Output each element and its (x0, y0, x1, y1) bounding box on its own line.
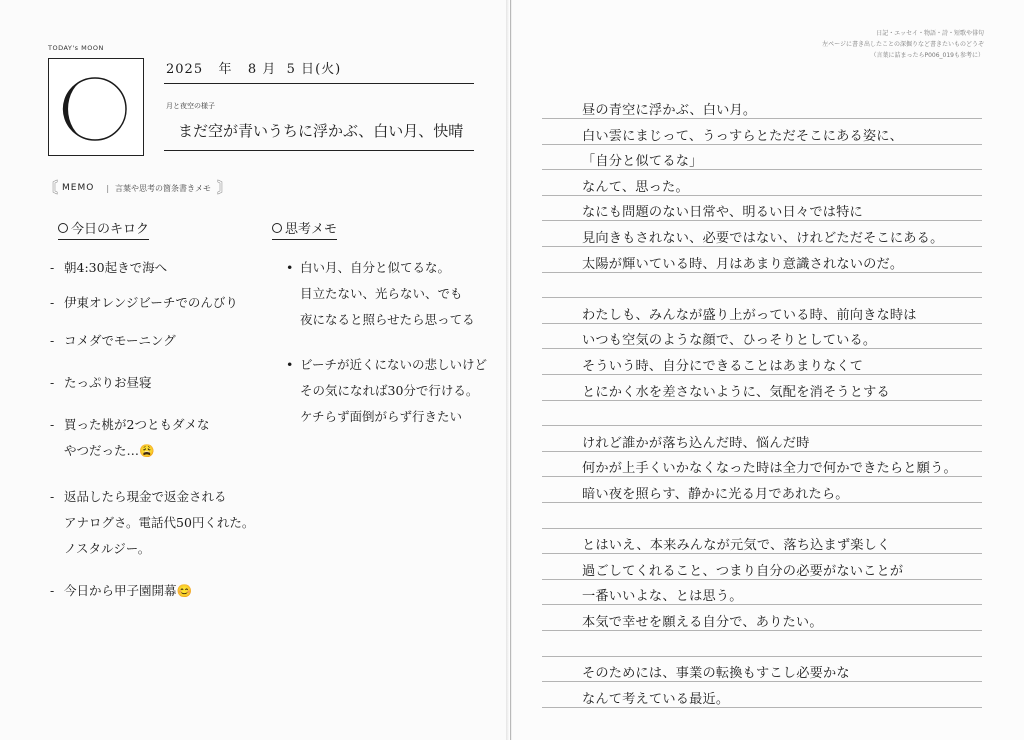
date-underline (164, 83, 474, 84)
memo-bracket-open: 〘 (42, 178, 59, 197)
journal-line: 過ごしてくれること、つまり自分の必要がないことが (582, 564, 904, 579)
journal-line: なにも問題のない日常や、明るい日々では特に (582, 205, 863, 220)
record-heading-label: 今日のキロク (71, 222, 150, 237)
ruled-line (542, 195, 982, 196)
ruled-line (542, 707, 982, 708)
date-month-unit: 月 (262, 62, 277, 77)
ruled-line (542, 118, 982, 119)
record-item: - 買った桃が2つともダメな やつだった…😩 (50, 417, 210, 458)
instruction-line: 日記・エッセイ・物語・詩・短歌や俳句 (876, 30, 984, 37)
journal-line: いつも空気のような顔で、ひっそりとしている。 (582, 333, 877, 348)
ruled-line (542, 323, 982, 324)
record-item: - 朝4:30起きで海へ (50, 260, 168, 275)
thought-item: • 白い月、自分と似てるな。 目立たない、光らない、でも 夜になると照らせたら思ってる (286, 260, 475, 327)
ruled-line (542, 374, 982, 375)
ruled-line (542, 400, 982, 401)
ruled-line (542, 476, 982, 477)
ruled-line (542, 553, 982, 554)
ruled-line (542, 630, 982, 631)
ruled-line (542, 220, 982, 221)
ruled-line (542, 169, 982, 170)
record-item: - 返品したら現金で返金される アナログさ。電話代50円くれた。 ノスタルジー。 (50, 489, 255, 556)
record-item: - コメダでモーニング (50, 333, 176, 348)
date-year-unit: 年 (218, 62, 233, 77)
page-instructions (822, 28, 984, 61)
smile-icon (272, 223, 282, 233)
instruction-line: （言葉に詰まったらP006_019も参考に） (870, 52, 984, 59)
thought-item: • ビーチが近くにないの悲しいけど その気になれば30分で行ける。 ケチらず面倒がらず行きたい (286, 357, 488, 424)
ruled-line (542, 272, 982, 273)
left-page (0, 0, 508, 740)
journal-line: 一番いいよな、とは思う。 (582, 589, 743, 604)
record-item: - たっぷりお昼寝 (50, 375, 152, 390)
ruled-line (542, 246, 982, 247)
journal-line: 暗い夜を照らす、静かに光る月であれたら。 (582, 487, 849, 502)
ruled-line (542, 348, 982, 349)
binding-line (510, 0, 511, 740)
ruled-line (542, 425, 982, 426)
moon-icon (49, 59, 145, 157)
memo-subtitle: 言葉や思考の箇条書きメモ (115, 183, 212, 193)
record-item: - 伊東オレンジビーチでのんびり (50, 295, 238, 310)
date-month: 8 (247, 62, 258, 77)
date-weekday: (火) (315, 62, 342, 77)
journal-line: なんて、思った。 (582, 180, 689, 195)
journal-line: 本気で幸せを願える自分で、ありたい。 (582, 615, 823, 630)
journal-line: 「自分と似てるな」 (582, 154, 703, 169)
smile-icon (58, 223, 68, 233)
journal-line: 何かが上手くいかなくなった時は全力で何かできたらと願う。 (582, 461, 957, 476)
journal-line: なんて考えている最近。 (582, 692, 730, 707)
moon-label: TODAY's MOON (48, 44, 104, 52)
moon-note: まだ空が青いうちに浮かぶ、白い月、快晴 (178, 122, 464, 140)
memo-title: MEMO (62, 183, 95, 193)
ruled-line (542, 656, 982, 657)
journal-line: とはいえ、本来みんなが元気で、落ち込まず楽しく (582, 538, 891, 553)
journal-line: わたしも、みんなが盛り上がっている時、前向きな時は (582, 308, 917, 323)
journal-line: 見向きもされない、必要ではない、けれどただそこにある。 (582, 231, 944, 246)
memo-separator: | (106, 183, 110, 193)
ruled-line (542, 681, 982, 682)
date-year: 2025 (166, 62, 204, 77)
journal-line: けれど誰かが落ち込んだ時、悩んだ時 (582, 436, 810, 451)
record-item: - 今日から甲子園開幕😊 (50, 583, 193, 598)
journal-line: そういう時、自分にできることはあまりなくて (582, 359, 864, 374)
memo-header (42, 178, 233, 198)
ruled-line (542, 528, 982, 529)
ruled-line (542, 502, 982, 503)
moon-drawing-box (48, 58, 144, 156)
journal-line: 昼の青空に浮かぶ、白い月。 (582, 103, 757, 118)
journal-line: 太陽が輝いている時、月はあまり意識されないのだ。 (582, 257, 904, 272)
ruled-line (542, 451, 982, 452)
journal-line: 白い雲にまじって、うっすらとただそこにある姿に、 (582, 129, 904, 144)
journal-line: とにかく水を差さないように、気配を消そうとする (582, 385, 890, 400)
ruled-line (542, 604, 982, 605)
ruled-line (542, 579, 982, 580)
moon-subtitle: 月と夜空の様子 (166, 102, 215, 110)
record-heading (58, 218, 149, 240)
thoughts-heading-label: 思考メモ (285, 222, 338, 237)
journal-line: そのためには、事業の転換もすこし必要かな (582, 666, 850, 681)
thoughts-heading (272, 218, 337, 240)
ruled-line (542, 144, 982, 145)
memo-bracket-close: 〙 (217, 178, 234, 197)
instruction-line: 左ページに書き出したことの深掘りなど書きたいものどうぞ (822, 41, 984, 48)
moon-note-underline (164, 150, 474, 151)
date-day-unit: 日 (301, 62, 316, 77)
ruled-line (542, 297, 982, 298)
date-day: 5 (286, 62, 296, 77)
date (166, 58, 341, 77)
